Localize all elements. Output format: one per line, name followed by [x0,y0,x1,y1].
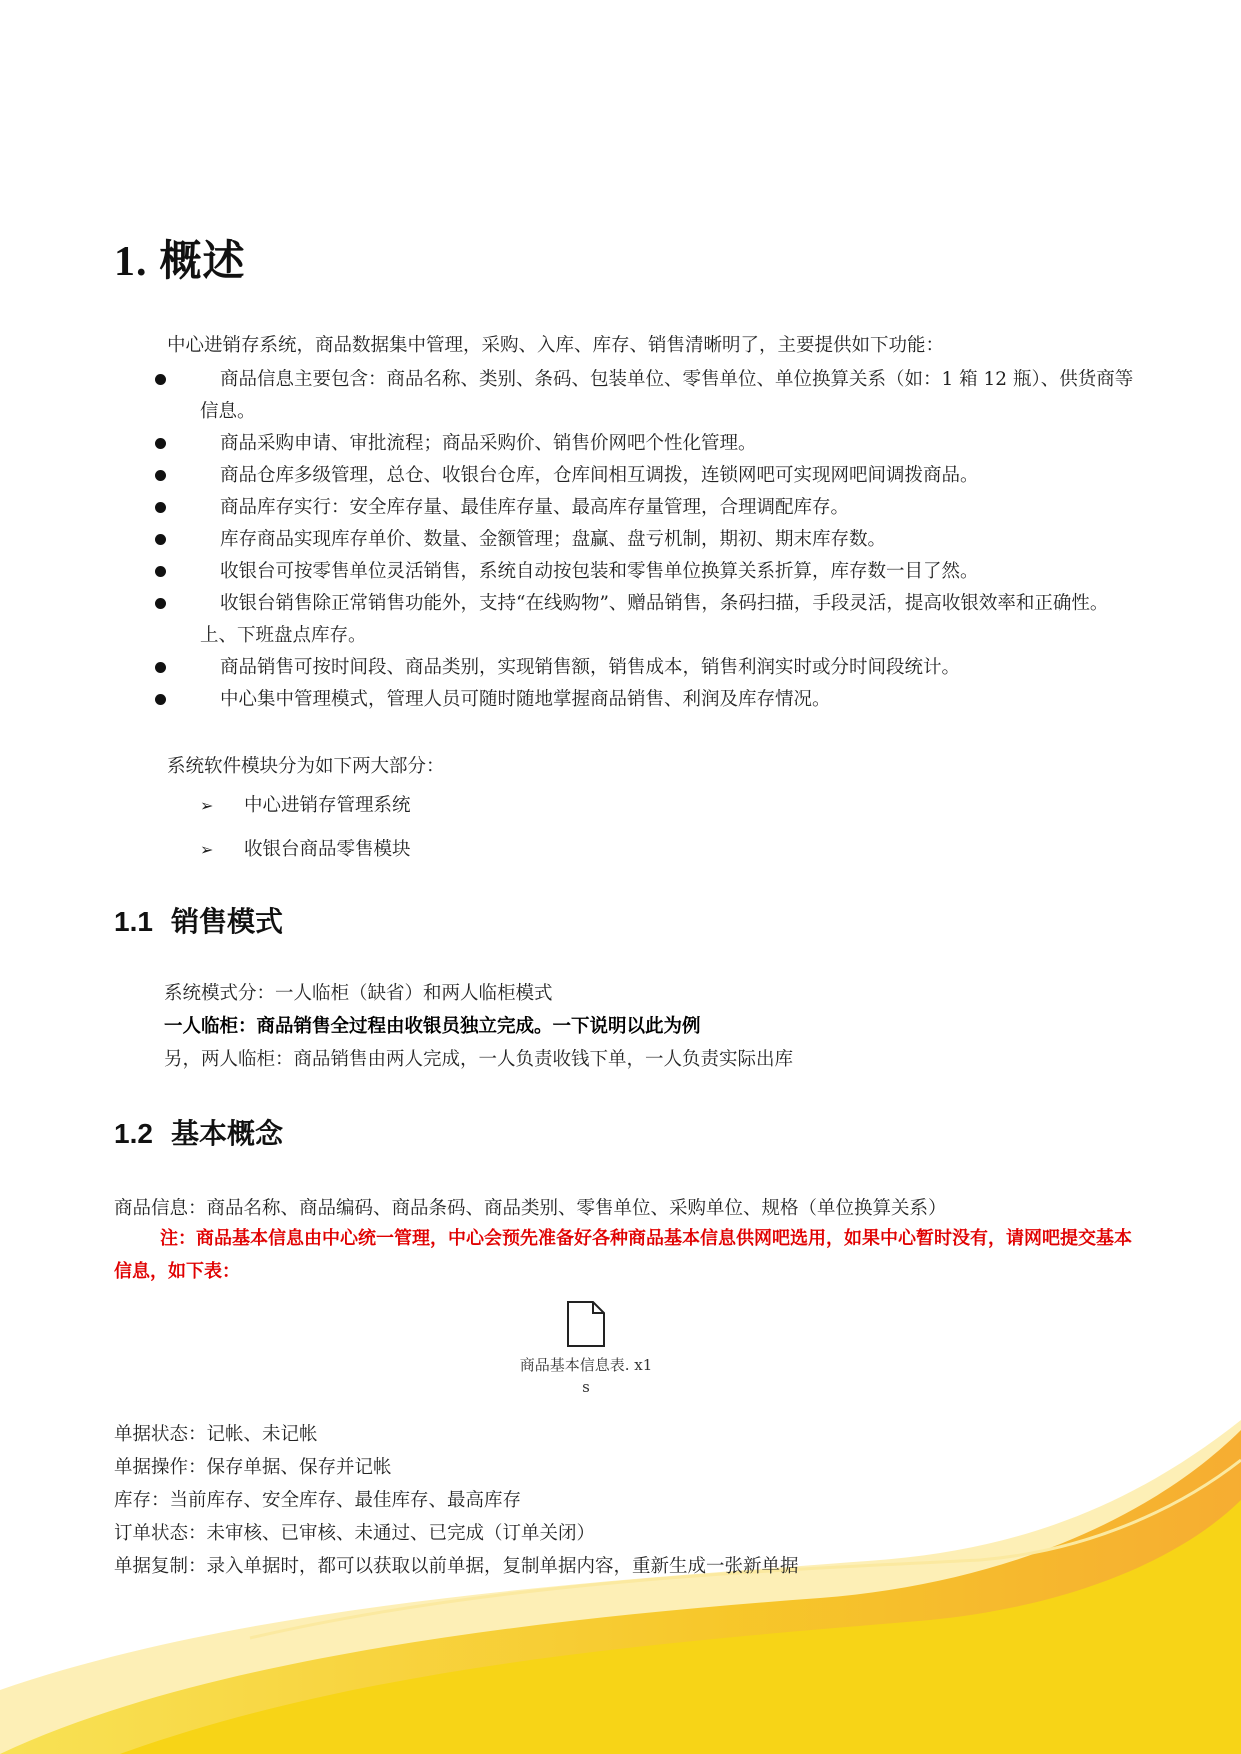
product-info-line: 商品信息：商品名称、商品编码、商品条码、商品类别、零售单位、采购单位、规格（单位换算关系） [114,1198,947,1219]
filled-circle-icon [155,470,166,481]
list-item: 库存商品实现库存单价、数量、金额管理；盘赢、盘亏机制，期初、期末库存数。 [150,524,1140,556]
list-item: 商品库存实行：安全库存量、最佳库存量、最高库存量管理，合理调配库存。 [150,492,1140,524]
heading-title: 概述 [159,236,246,285]
arrow-right-icon: ➢ [200,796,214,815]
list-item: 商品信息主要包含：商品名称、类别、条码、包装单位、零售单位、单位换算关系（如：1 箱 12 瓶）、供货商等信息。 [150,364,1140,428]
list-item: 中心集中管理模式，管理人员可随时随地掌握商品销售、利润及库存情况。 [150,684,1140,716]
file-icon [565,1300,607,1348]
filled-circle-icon [155,598,166,609]
sales-line-bold: 一人临柜：商品销售全过程由收银员独立完成。一下说明以此为例 [164,1016,701,1037]
module-list [200,784,411,872]
list-item: 商品销售可按时间段、商品类别，实现销售额，销售成本，销售利润实时或分时间段统计。 [150,652,1140,684]
section-heading-sales: 1.1 销售模式 [114,905,283,938]
list-item: 商品采购申请、审批流程；商品采购价、销售价网吧个性化管理。 [150,428,1140,460]
list-item: ➢ 收银台商品零售模块 [200,828,411,872]
filled-circle-icon [155,566,166,577]
filled-circle-icon [155,662,166,673]
list-item: 收银台销售除正常销售功能外，支持“在线购物”、赠品销售，条码扫描，手段灵活，提高收银效率和正确性。上、下班盘点库存。 [150,588,1140,652]
sales-line: 另，两人临柜：商品销售由两人完成，一人负责收钱下单，一人负责实际出库 [164,1049,794,1070]
concept-line: 单据状态：记帐、未记帐 [114,1424,318,1445]
list-item: 收银台可按零售单位灵活销售，系统自动按包装和零售单位换算关系折算，库存数一目了然。 [150,556,1140,588]
main-heading [114,228,246,288]
filled-circle-icon [155,374,166,385]
arrow-right-icon: ➢ [200,840,214,859]
concept-line: 单据操作：保存单据、保存并记帐 [114,1457,392,1478]
filled-circle-icon [155,694,166,705]
sales-line: 系统模式分：一人临柜（缺省）和两人临柜模式 [164,983,553,1004]
list-item: ➢ 中心进销存管理系统 [200,784,411,828]
feature-list [150,364,1140,716]
concept-line: 订单状态：未审核、已审核、未通过、已完成（订单关闭） [114,1523,596,1544]
intro-paragraph: 中心进销存系统，商品数据集中管理，采购、入库、库存、销售清晰明了，主要提供如下功能： [167,335,945,356]
heading-number: 1. [114,239,148,285]
sales-mode-text [164,977,793,1076]
list-item: 商品仓库多级管理，总仓、收银台仓库，仓库间相互调拨，连锁网吧可实现网吧间调拨商品。 [150,460,1140,492]
concept-line: 单据复制：录入单据时，都可以获取以前单据，复制单据内容，重新生成一张新单据 [114,1556,799,1577]
section-heading-concepts: 1.2 基本概念 [114,1117,283,1150]
concept-line: 库存：当前库存、安全库存、最佳库存、最高库存 [114,1490,522,1511]
modules-intro: 系统软件模块分为如下两大部分： [167,756,445,777]
concept-lines [114,1418,799,1583]
filled-circle-icon [155,502,166,513]
filled-circle-icon [155,534,166,545]
attachment-label: 商品基本信息表. x1 [519,1356,653,1374]
red-note: 注：商品基本信息由中心统一管理，中心会预先准备好各种商品基本信息供网吧选用，如果中心暂时没有，请网吧提交基本信息，如下表： [114,1228,1132,1282]
attachment-object[interactable] [496,1300,676,1398]
attachment-label-ext: s [582,1378,590,1396]
filled-circle-icon [155,438,166,449]
